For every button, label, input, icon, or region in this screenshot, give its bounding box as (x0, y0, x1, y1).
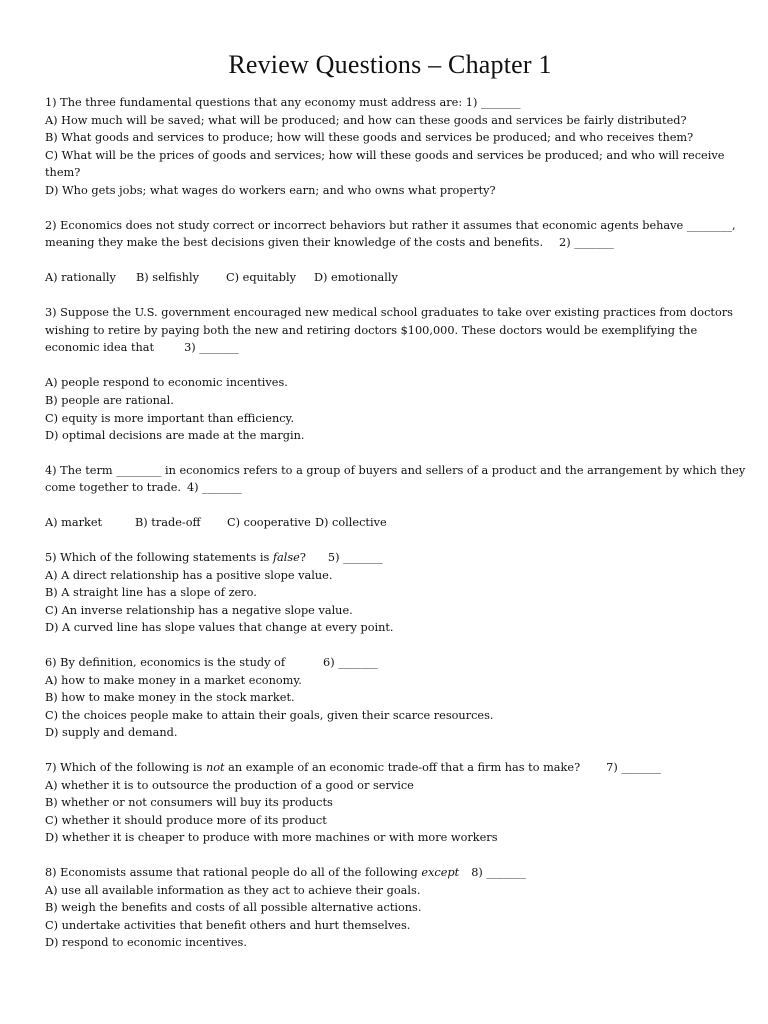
question-stem-continued: come together to trade. 4) _______ (45, 481, 242, 495)
choice-c: C) What will be the prices of goods and services; how will these goods and services be produced; and who will receive (45, 148, 725, 162)
choice-b: B) weigh the benefits and costs of all possible alternative actions. (45, 901, 422, 915)
choice-b: B) whether or not consumers will buy its products (45, 796, 333, 810)
page-title: Review Questions – Chapter 1 (228, 50, 552, 79)
choices-row (45, 514, 735, 532)
worksheet-page (45, 50, 746, 952)
choice-a: A) people respond to economic incentives. (45, 376, 288, 390)
answer-blank: 6) _______ (323, 656, 378, 670)
choice-c: C) cooperative (227, 516, 311, 530)
choice-a: A) market (45, 516, 103, 530)
question-1 (45, 94, 735, 200)
question-stem-continued: meaning they make the best decisions given their knowledge of the costs and benefits. 2) _______ (45, 236, 614, 250)
choices-row (45, 269, 735, 287)
choice-b: B) trade-off (135, 516, 201, 530)
choice-b: B) A straight line has a slope of zero. (45, 586, 257, 600)
question-stem: 3) Suppose the U.S. government encouraged new medical school graduates to take over existing practices from doctors (45, 305, 733, 319)
answer-blank: 7) _______ (606, 761, 661, 774)
choice-c: C) An inverse relationship has a negative slope value. (45, 603, 353, 617)
choice-d: D) supply and demand. (45, 726, 178, 740)
choice-a: A) How much will be saved; what will be produced; and how can these goods and services be fairly distributed? (45, 113, 687, 127)
choice-c: C) whether it should produce more of its product (45, 813, 327, 827)
choice-c: C) equitably (226, 271, 296, 285)
question-stem: 4) The term ________ in economics refers to a group of buyers and sellers of a product and the arrangement by which they (45, 463, 746, 477)
question-stem: 8) Economists assume that rational people do all of the following except 8) _______ (45, 865, 526, 879)
question-stem: 5) Which of the following statements is false? 5) _______ (45, 551, 383, 565)
choice-d: D) emotionally (314, 271, 398, 285)
choice-b: B) What goods and services to produce; how will these goods and services be produced; and who receives them? (45, 131, 694, 145)
answer-blank: 5) _______ (327, 551, 383, 565)
question-8 (45, 864, 735, 952)
question-stem: 1) The three fundamental questions that any economy must address are: 1) _______ (45, 96, 521, 109)
question-stem-continued: economic idea that 3) _______ (45, 341, 239, 355)
choice-b: B) people are rational. (45, 393, 174, 407)
choice-b: B) selfishly (136, 271, 199, 285)
question-6 (45, 654, 735, 742)
choice-a: A) rationally (45, 271, 116, 285)
choice-b: B) how to make money in the stock market. (45, 691, 295, 705)
choice-d: D) A curved line has slope values that change at every point. (45, 621, 394, 635)
question-7 (45, 759, 735, 847)
question-stem: 7) Which of the following is not an example of an economic trade-off that a firm has to make? 7) _______ (45, 761, 661, 774)
answer-blank: 4) _______ (186, 481, 242, 495)
choice-c: C) the choices people make to attain their goals, given their scarce resources. (45, 708, 494, 722)
choice-d: D) respond to economic incentives. (45, 936, 247, 950)
answer-blank: 8) _______ (471, 865, 526, 879)
choice-d: D) optimal decisions are made at the margin. (45, 429, 305, 443)
question-stem-continued: wishing to retire by paying both the new and retiring doctors $100,000. These doctors would be exemplifying the (45, 323, 698, 337)
question-stem: 6) By definition, economics is the study of 6) _______ (45, 656, 378, 670)
choice-a: A) how to make money in a market economy. (45, 673, 302, 687)
choice-a: A) A direct relationship has a positive slope value. (45, 568, 333, 582)
question-3 (45, 304, 735, 445)
answer-blank: 2) _______ (559, 236, 614, 250)
question-2 (45, 217, 735, 287)
choice-d: D) Who gets jobs; what wages do workers earn; and who owns what property? (45, 183, 496, 197)
question-4 (45, 462, 746, 532)
choice-c-continued: them? (45, 166, 81, 180)
choice-c: C) undertake activities that benefit others and hurt themselves. (45, 918, 411, 932)
question-stem: 2) Economics does not study correct or incorrect behaviors but rather it assumes that economic agents behave ________, (45, 218, 736, 232)
choice-a: A) whether it is to outsource the production of a good or service (45, 778, 414, 792)
choice-d: D) collective (315, 516, 387, 530)
choice-a: A) use all available information as they act to achieve their goals. (45, 883, 421, 897)
question-5 (45, 549, 735, 637)
choice-d: D) whether it is cheaper to produce with more machines or with more workers (45, 831, 498, 845)
answer-blank: 3) _______ (184, 341, 239, 355)
choice-c: C) equity is more important than efficiency. (45, 411, 295, 425)
